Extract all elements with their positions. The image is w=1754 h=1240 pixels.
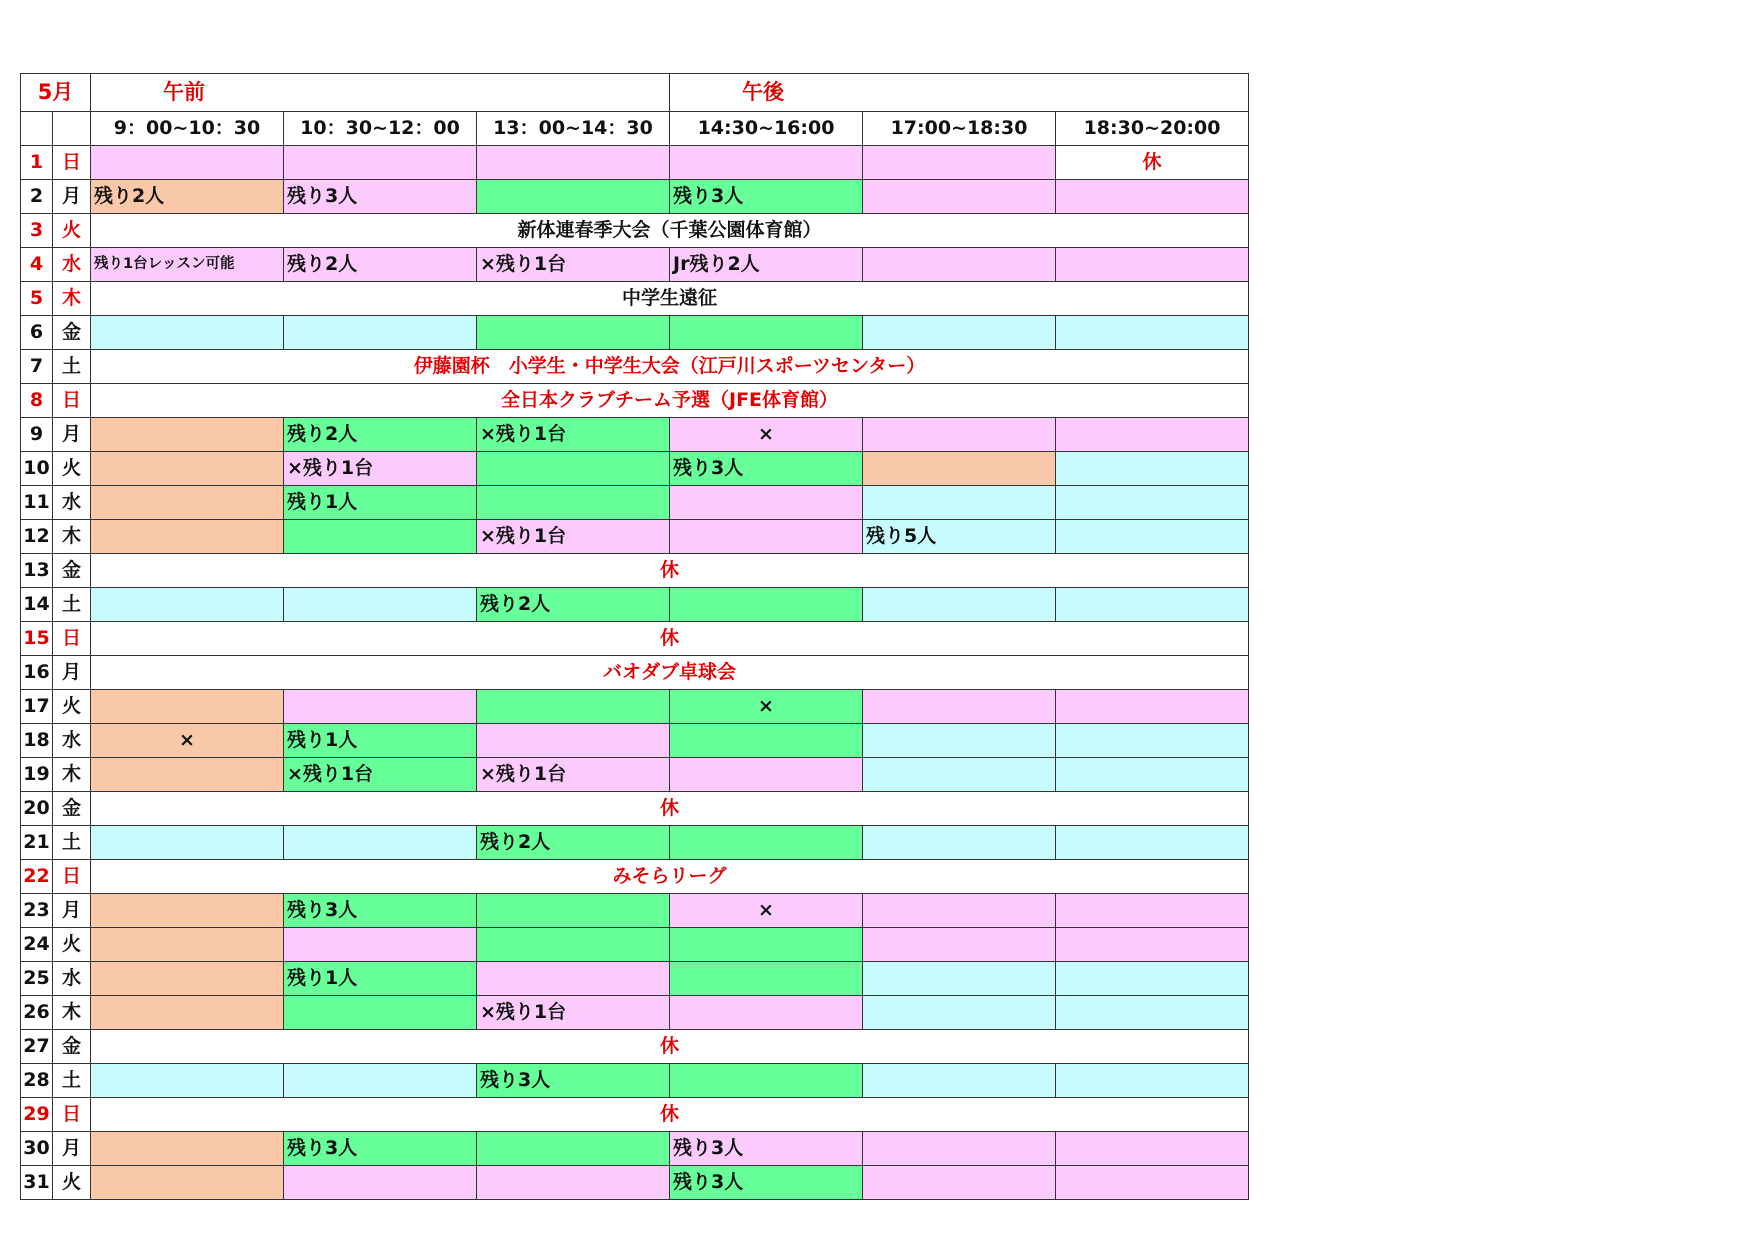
day-row (21, 554, 1249, 588)
header-row-times (21, 112, 1249, 146)
slot-cell (1056, 928, 1249, 962)
month-label: 5月 (21, 74, 91, 112)
day-of-week: 日 (53, 146, 91, 180)
day-number: 8 (21, 384, 53, 418)
slot-cell (1056, 418, 1249, 452)
slot-cell: 残り1台レッスン可能 (91, 248, 284, 282)
slot-cell (477, 486, 670, 520)
slot-header: 10：30~12：00 (284, 112, 477, 146)
slot-cell (91, 690, 284, 724)
day-row (21, 1098, 1249, 1132)
slot-cell: × (670, 418, 863, 452)
day-of-week: 火 (53, 214, 91, 248)
slot-cell: ×残り1台 (477, 758, 670, 792)
slot-cell (863, 1132, 1056, 1166)
slot-cell (284, 588, 477, 622)
day-of-week: 土 (53, 588, 91, 622)
slot-cell: 残り1人 (284, 486, 477, 520)
slot-cell (670, 724, 863, 758)
slot-cell (863, 588, 1056, 622)
day-row (21, 384, 1249, 418)
slot-cell: 残り3人 (670, 452, 863, 486)
day-number: 10 (21, 452, 53, 486)
slot-cell (670, 758, 863, 792)
event-banner: 休 (91, 1098, 1249, 1132)
day-number: 30 (21, 1132, 53, 1166)
day-row (21, 690, 1249, 724)
day-row (21, 860, 1249, 894)
day-of-week: 火 (53, 1166, 91, 1200)
slot-cell (91, 928, 284, 962)
day-row (21, 724, 1249, 758)
day-of-week: 月 (53, 418, 91, 452)
slot-cell (670, 520, 863, 554)
event-banner: バオダブ卓球会 (91, 656, 1249, 690)
slot-cell: 残り3人 (670, 180, 863, 214)
slot-cell (91, 1132, 284, 1166)
slot-cell (284, 146, 477, 180)
day-row (21, 146, 1249, 180)
day-row (21, 1166, 1249, 1200)
day-row (21, 656, 1249, 690)
day-of-week: 土 (53, 350, 91, 384)
slot-cell: 残り3人 (284, 894, 477, 928)
day-row (21, 928, 1249, 962)
day-of-week: 木 (53, 996, 91, 1030)
day-of-week: 火 (53, 452, 91, 486)
day-of-week: 日 (53, 860, 91, 894)
slot-cell (91, 826, 284, 860)
slot-cell (1056, 894, 1249, 928)
day-of-week: 月 (53, 656, 91, 690)
day-of-week: 日 (53, 1098, 91, 1132)
slot-cell (863, 146, 1056, 180)
day-number: 3 (21, 214, 53, 248)
slot-cell: ×残り1台 (477, 996, 670, 1030)
day-of-week: 月 (53, 1132, 91, 1166)
slot-cell (670, 928, 863, 962)
slot-cell (91, 486, 284, 520)
day-number: 25 (21, 962, 53, 996)
day-row (21, 996, 1249, 1030)
slot-cell (670, 588, 863, 622)
day-of-week: 土 (53, 1064, 91, 1098)
day-number: 27 (21, 1030, 53, 1064)
slot-cell (477, 962, 670, 996)
slot-cell (477, 894, 670, 928)
slot-cell (863, 962, 1056, 996)
day-of-week: 火 (53, 928, 91, 962)
day-row (21, 350, 1249, 384)
day-row (21, 180, 1249, 214)
slot-cell (91, 418, 284, 452)
day-of-week: 月 (53, 894, 91, 928)
header-row-ampm (21, 74, 1249, 112)
slot-cell (477, 928, 670, 962)
slot-cell (863, 690, 1056, 724)
slot-cell (91, 962, 284, 996)
event-banner: 休 (91, 1030, 1249, 1064)
day-row (21, 316, 1249, 350)
slot-cell (863, 1166, 1056, 1200)
day-of-week: 土 (53, 826, 91, 860)
day-number: 15 (21, 622, 53, 656)
day-number: 7 (21, 350, 53, 384)
day-of-week: 木 (53, 282, 91, 316)
slot-cell: 残り2人 (477, 588, 670, 622)
slot-cell (1056, 724, 1249, 758)
day-number: 28 (21, 1064, 53, 1098)
slot-cell (1056, 1132, 1249, 1166)
day-number: 24 (21, 928, 53, 962)
day-row (21, 214, 1249, 248)
day-number: 22 (21, 860, 53, 894)
slot-cell (863, 248, 1056, 282)
am-label: 午前 (91, 74, 670, 112)
slot-cell (1056, 316, 1249, 350)
slot-cell (1056, 826, 1249, 860)
slot-cell (284, 690, 477, 724)
day-number: 13 (21, 554, 53, 588)
event-banner: 休 (91, 554, 1249, 588)
slot-cell: × (670, 894, 863, 928)
day-row (21, 520, 1249, 554)
slot-cell: ×残り1台 (477, 418, 670, 452)
slot-cell (91, 520, 284, 554)
day-of-week: 日 (53, 384, 91, 418)
slot-cell: 残り3人 (670, 1132, 863, 1166)
day-row (21, 1030, 1249, 1064)
slot-cell (284, 520, 477, 554)
slot-cell: 残り2人 (477, 826, 670, 860)
day-of-week: 金 (53, 1030, 91, 1064)
slot-cell (863, 928, 1056, 962)
day-number: 26 (21, 996, 53, 1030)
day-number: 31 (21, 1166, 53, 1200)
slot-cell: ×残り1台 (477, 520, 670, 554)
slot-cell (670, 962, 863, 996)
slot-cell (1056, 1064, 1249, 1098)
slot-cell: × (670, 690, 863, 724)
day-number: 16 (21, 656, 53, 690)
day-row (21, 588, 1249, 622)
day-number: 21 (21, 826, 53, 860)
slot-cell (1056, 588, 1249, 622)
slot-cell: 残り2人 (91, 180, 284, 214)
day-of-week: 金 (53, 554, 91, 588)
day-number: 20 (21, 792, 53, 826)
day-of-week: 日 (53, 622, 91, 656)
day-row (21, 894, 1249, 928)
slot-cell (477, 180, 670, 214)
day-row (21, 486, 1249, 520)
day-row (21, 962, 1249, 996)
slot-cell (863, 894, 1056, 928)
corner-cell (21, 112, 53, 146)
event-banner: 新体連春季大会（千葉公園体育館） (91, 214, 1249, 248)
slot-cell: 残り3人 (477, 1064, 670, 1098)
slot-cell (1056, 758, 1249, 792)
slot-header: 18:30~20:00 (1056, 112, 1249, 146)
event-banner: 休 (91, 622, 1249, 656)
slot-cell (670, 146, 863, 180)
day-row (21, 452, 1249, 486)
day-row (21, 758, 1249, 792)
slot-cell (284, 996, 477, 1030)
slot-cell (1056, 248, 1249, 282)
day-number: 14 (21, 588, 53, 622)
slot-cell (477, 724, 670, 758)
slot-cell: 休 (1056, 146, 1249, 180)
day-number: 11 (21, 486, 53, 520)
slot-cell (863, 418, 1056, 452)
event-banner: 中学生遠征 (91, 282, 1249, 316)
slot-cell (863, 486, 1056, 520)
slot-cell (1056, 520, 1249, 554)
day-of-week: 水 (53, 486, 91, 520)
slot-cell (670, 486, 863, 520)
slot-cell: ×残り1台 (284, 758, 477, 792)
slot-header: 9：00~10：30 (91, 112, 284, 146)
day-row (21, 248, 1249, 282)
slot-cell (1056, 486, 1249, 520)
day-number: 12 (21, 520, 53, 554)
day-row (21, 622, 1249, 656)
slot-cell (863, 758, 1056, 792)
slot-cell (284, 826, 477, 860)
slot-header: 13：00~14：30 (477, 112, 670, 146)
slot-cell: 残り2人 (284, 418, 477, 452)
slot-cell (1056, 690, 1249, 724)
slot-cell (863, 452, 1056, 486)
day-number: 1 (21, 146, 53, 180)
slot-cell: 残り1人 (284, 962, 477, 996)
slot-cell (863, 826, 1056, 860)
day-number: 18 (21, 724, 53, 758)
day-number: 6 (21, 316, 53, 350)
day-number: 4 (21, 248, 53, 282)
pm-label: 午後 (670, 74, 1249, 112)
slot-cell (284, 1166, 477, 1200)
slot-header: 14:30~16:00 (670, 112, 863, 146)
day-number: 2 (21, 180, 53, 214)
corner-cell (53, 112, 91, 146)
slot-cell (91, 146, 284, 180)
slot-cell (863, 316, 1056, 350)
slot-cell (91, 588, 284, 622)
slot-cell (1056, 996, 1249, 1030)
event-banner: みそらリーグ (91, 860, 1249, 894)
slot-cell: 残り2人 (284, 248, 477, 282)
day-row (21, 826, 1249, 860)
day-of-week: 火 (53, 690, 91, 724)
day-row (21, 1064, 1249, 1098)
day-of-week: 水 (53, 962, 91, 996)
slot-cell: × (91, 724, 284, 758)
slot-cell (91, 1166, 284, 1200)
day-row (21, 792, 1249, 826)
schedule-table (20, 73, 1249, 1200)
slot-cell (1056, 962, 1249, 996)
slot-cell (1056, 1166, 1249, 1200)
slot-cell: 残り3人 (284, 1132, 477, 1166)
slot-cell (1056, 180, 1249, 214)
day-number: 19 (21, 758, 53, 792)
slot-cell (91, 894, 284, 928)
slot-header: 17:00~18:30 (863, 112, 1056, 146)
day-of-week: 木 (53, 520, 91, 554)
day-number: 5 (21, 282, 53, 316)
day-number: 29 (21, 1098, 53, 1132)
event-banner: 休 (91, 792, 1249, 826)
slot-cell (670, 316, 863, 350)
slot-cell (284, 1064, 477, 1098)
slot-cell: 残り1人 (284, 724, 477, 758)
day-number: 9 (21, 418, 53, 452)
slot-cell: Jr残り2人 (670, 248, 863, 282)
day-of-week: 金 (53, 792, 91, 826)
slot-cell (91, 996, 284, 1030)
slot-cell: ×残り1台 (477, 248, 670, 282)
slot-cell (477, 316, 670, 350)
day-row (21, 418, 1249, 452)
schedule-body (21, 74, 1249, 1200)
day-of-week: 水 (53, 724, 91, 758)
day-number: 17 (21, 690, 53, 724)
slot-cell (863, 996, 1056, 1030)
slot-cell (670, 996, 863, 1030)
slot-cell (670, 826, 863, 860)
slot-cell: 残り3人 (670, 1166, 863, 1200)
slot-cell (477, 146, 670, 180)
slot-cell (91, 1064, 284, 1098)
day-of-week: 木 (53, 758, 91, 792)
slot-cell (477, 452, 670, 486)
slot-cell (1056, 452, 1249, 486)
slot-cell (670, 1064, 863, 1098)
slot-cell (477, 1166, 670, 1200)
slot-cell: 残り5人 (863, 520, 1056, 554)
slot-cell (863, 180, 1056, 214)
day-of-week: 水 (53, 248, 91, 282)
day-of-week: 金 (53, 316, 91, 350)
slot-cell (91, 452, 284, 486)
day-row (21, 1132, 1249, 1166)
event-banner: 伊藤園杯 小学生・中学生大会（江戸川スポーツセンター） (91, 350, 1249, 384)
event-banner: 全日本クラブチーム予選（JFE体育館） (91, 384, 1249, 418)
day-of-week: 月 (53, 180, 91, 214)
slot-cell (91, 758, 284, 792)
slot-cell (863, 1064, 1056, 1098)
slot-cell: 残り3人 (284, 180, 477, 214)
day-row (21, 282, 1249, 316)
slot-cell (477, 690, 670, 724)
slot-cell (284, 316, 477, 350)
slot-cell (284, 928, 477, 962)
day-number: 23 (21, 894, 53, 928)
slot-cell: ×残り1台 (284, 452, 477, 486)
slot-cell (863, 724, 1056, 758)
slot-cell (91, 316, 284, 350)
slot-cell (477, 1132, 670, 1166)
